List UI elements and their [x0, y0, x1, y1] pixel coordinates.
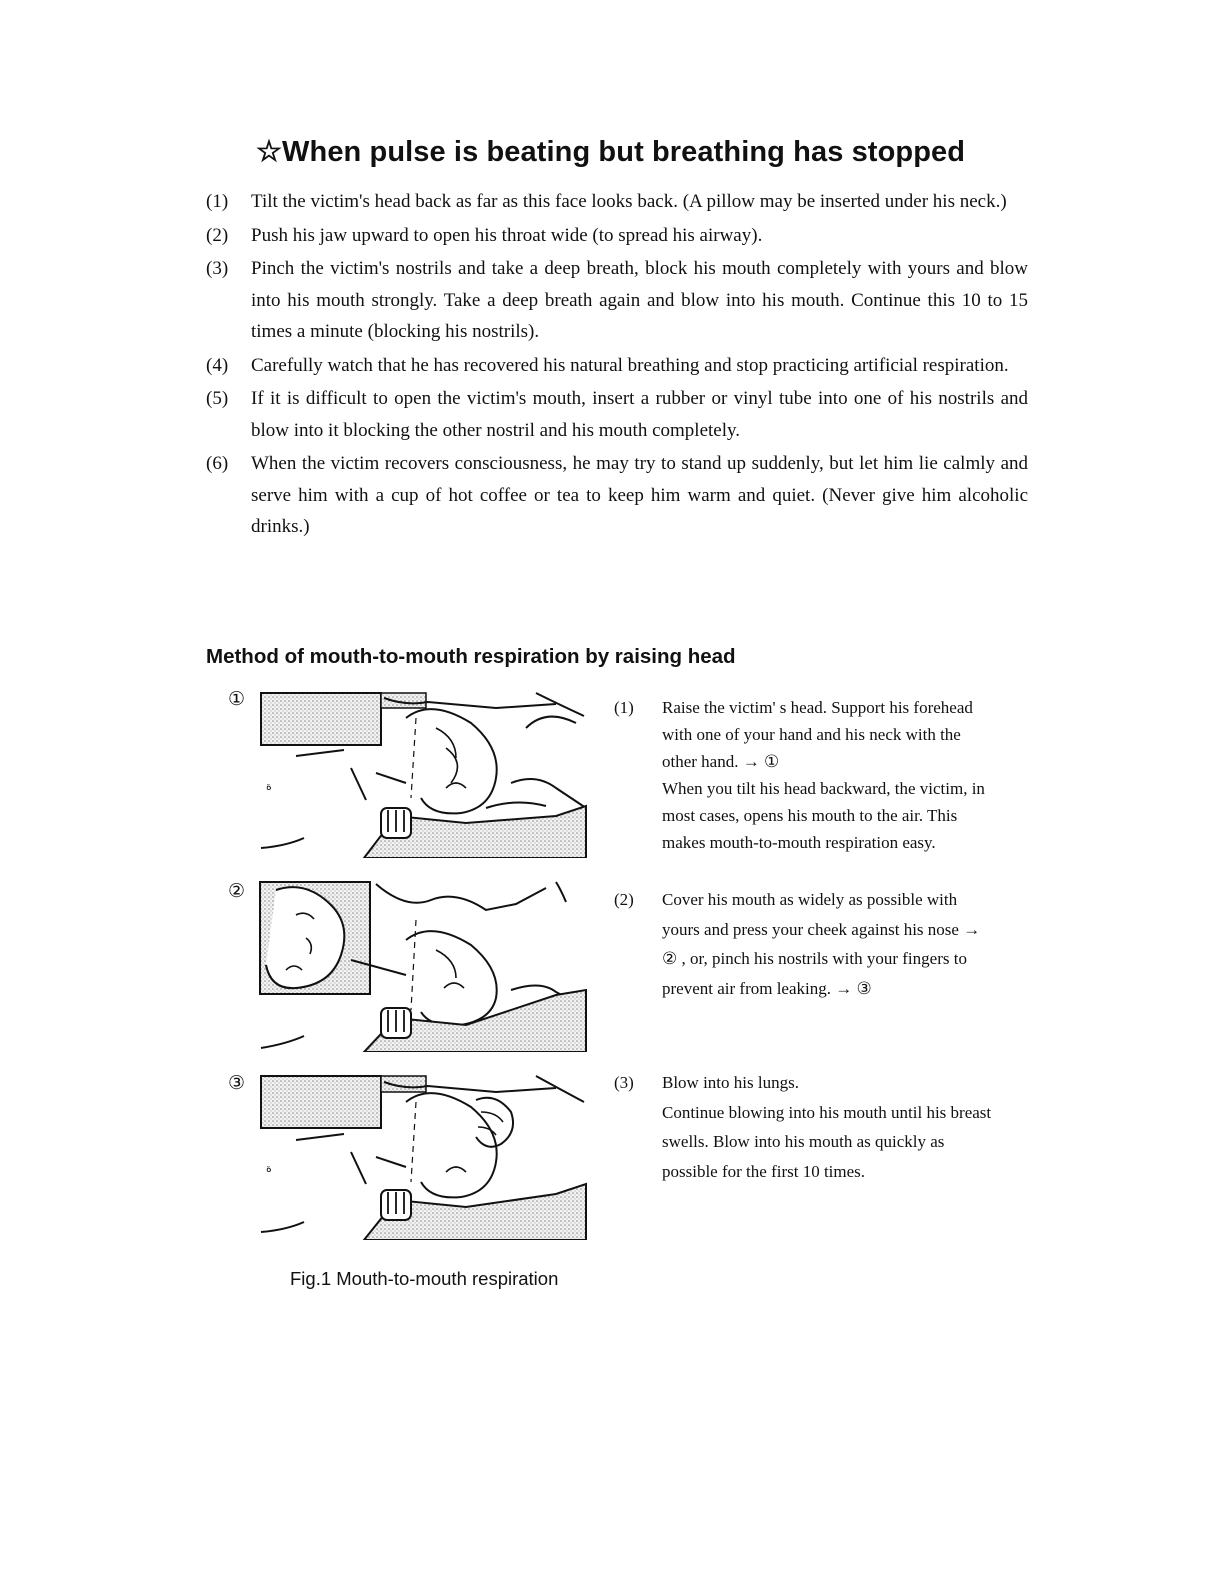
instruction-text: When you tilt his head backward, the victim, in most cases, opens his mouth to the air. This makes mouth-to-mouth respiration easy.	[662, 779, 985, 852]
figure-marker: ①	[228, 688, 246, 710]
step-number: (3)	[206, 258, 229, 279]
instruction-item	[614, 1068, 996, 1186]
instruction-text: Continue blowing into his mouth until his breast swells. Blow into his mouth as quickly as possible for the first 10 times.	[662, 1102, 992, 1181]
step-item	[206, 350, 1028, 382]
step-item	[206, 253, 1028, 348]
page-title: ☆When pulse is beating but breathing has stopped	[255, 136, 966, 168]
illustration-raise-head	[256, 688, 588, 858]
step-text: Tilt the victim's head back as far as this face looks back. (A pillow may be inserted under his neck.)	[251, 191, 1007, 212]
method-title: Method of mouth-to-mouth respiration by raising head	[206, 645, 736, 668]
instruction-item	[614, 885, 996, 1003]
figure-2	[228, 880, 590, 1052]
illustration-pinch-nostrils	[256, 1072, 588, 1240]
instruction-number: (3)	[614, 1073, 634, 1092]
step-item	[206, 383, 1028, 446]
figure-marker: ③	[228, 1072, 246, 1094]
instruction-text: Blow into his lungs.	[662, 1073, 799, 1092]
step-number: (1)	[206, 191, 229, 212]
step-text: Carefully watch that he has recovered his natural breathing and stop practicing artificial respiration.	[251, 354, 1009, 376]
instruction-text: Raise the victim' s head. Support his forehead with one of your hand and his neck with the other hand. → ①	[662, 698, 973, 771]
figure-1	[228, 688, 590, 858]
step-item	[206, 186, 1028, 218]
step-text: Pinch the victim's nostrils and take a deep breath, block his mouth completely with yours and blow into his mouth strongly. Take a deep breath again and blow into his mouth. Continue this 10 to 15 times a minute (blocking his nostrils).	[251, 258, 1028, 342]
illustration-cover-mouth	[256, 880, 588, 1052]
step-number: (2)	[206, 224, 229, 246]
step-item	[206, 448, 1028, 543]
figure-3	[228, 1072, 590, 1240]
figure-marker: ②	[228, 880, 246, 902]
step-number: (5)	[206, 388, 229, 409]
step-number: (4)	[206, 354, 229, 376]
instruction-number: (1)	[614, 698, 634, 717]
step-text: Push his jaw upward to open his throat wide (to spread his airway).	[251, 224, 763, 246]
instruction-text: Cover his mouth as widely as possible with yours and press your cheek against his nose → ② , or, pinch his nostrils with your fingers to prevent air from leaking. → ③	[662, 890, 981, 998]
step-text: When the victim recovers consciousness, he may try to stand up suddenly, but let him lie calmly and serve him with a cup of hot coffee or tea to keep him warm and quiet. (Never give him alcoholic drinks.)	[251, 453, 1028, 537]
steps-list	[206, 186, 1028, 545]
svg-text:ة: ة	[266, 1162, 272, 1175]
instruction-item	[614, 694, 996, 856]
instruction-number: (2)	[614, 890, 634, 909]
svg-text:ة: ة	[266, 780, 272, 793]
step-item	[206, 220, 1028, 252]
step-text: If it is difficult to open the victim's mouth, insert a rubber or vinyl tube into one of his nostrils and blow into it blocking the other nostril and his mouth completely.	[251, 388, 1028, 441]
step-number: (6)	[206, 453, 229, 474]
figure-caption: Fig.1 Mouth-to-mouth respiration	[290, 1268, 559, 1289]
